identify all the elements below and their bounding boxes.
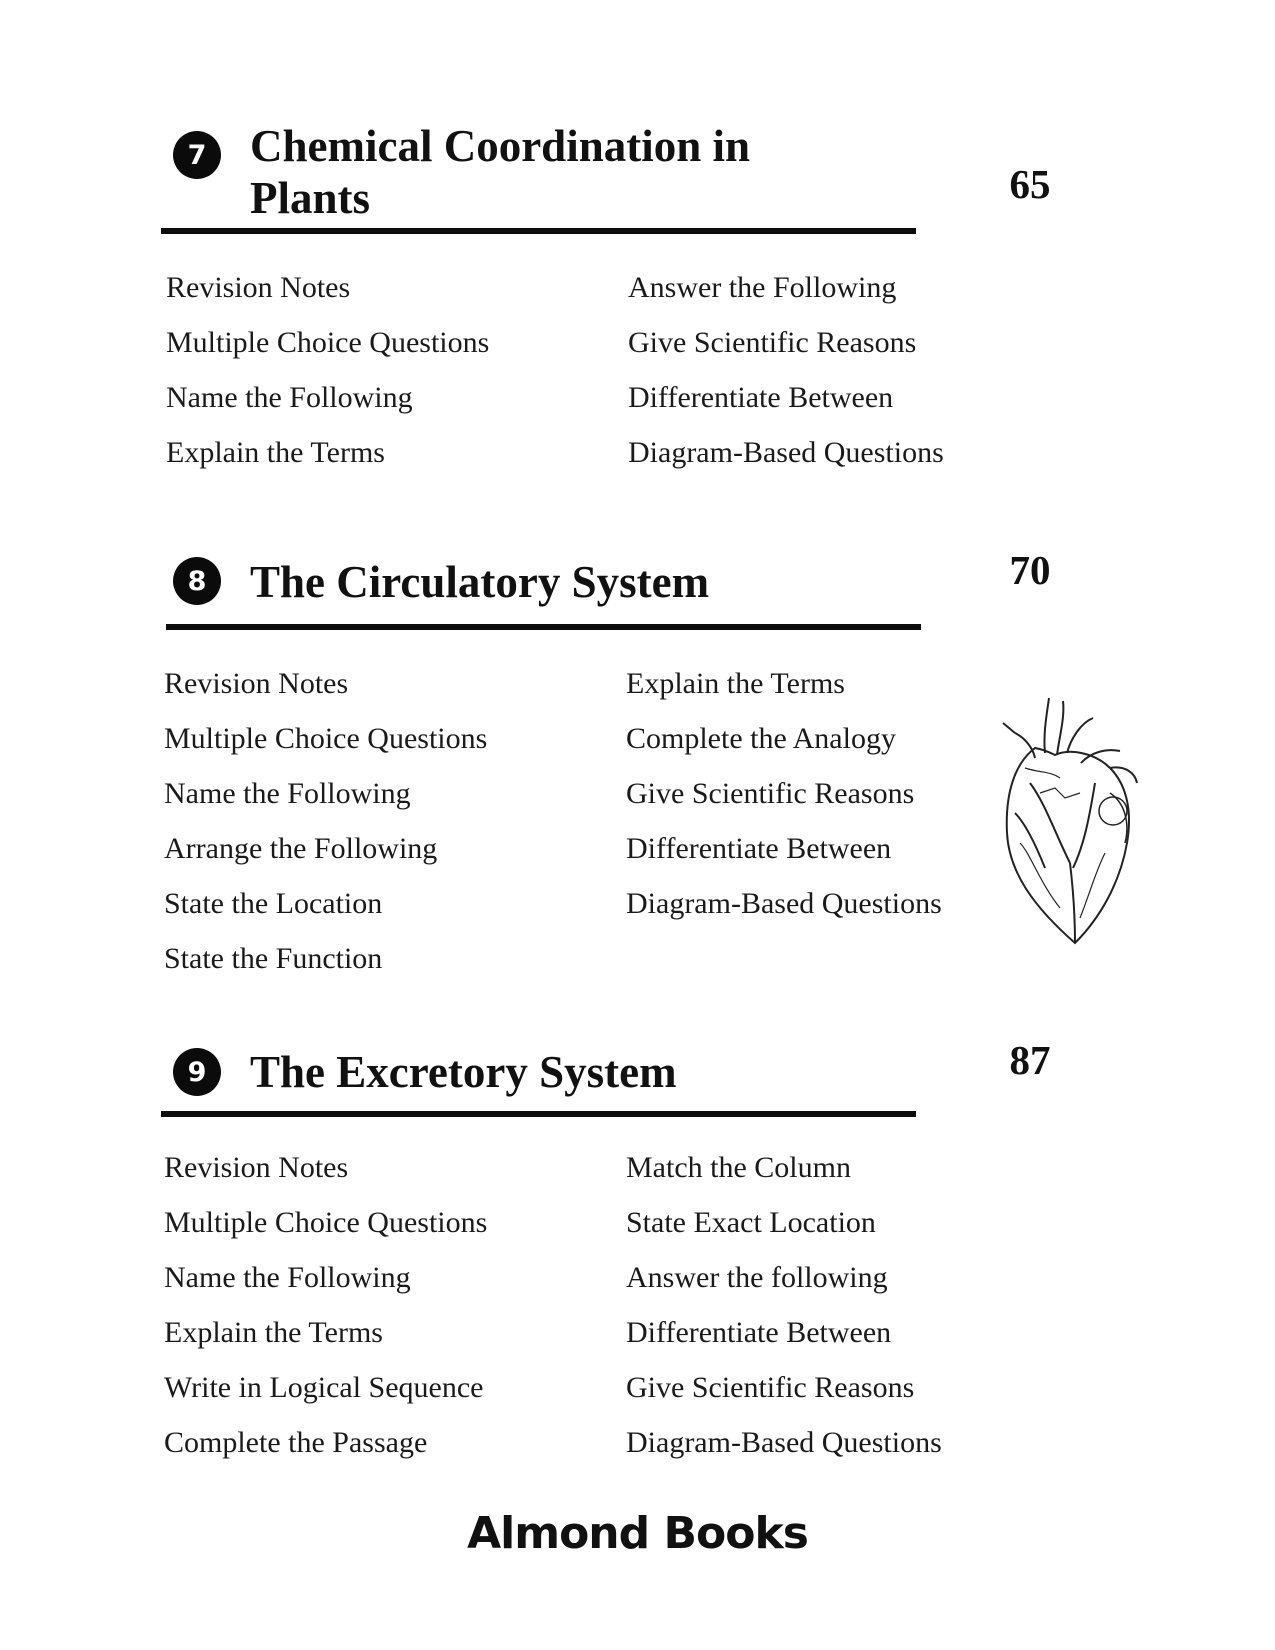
topic-item[interactable]: Revision Notes — [164, 1151, 349, 1184]
topic-item[interactable]: Match the Column — [626, 1151, 851, 1184]
topic-list-right — [628, 260, 944, 480]
topic-item[interactable]: Diagram-Based Questions — [626, 887, 942, 920]
topic-list-left — [164, 656, 487, 986]
topic-item[interactable]: Differentiate Between — [628, 381, 894, 414]
chapter-page-number[interactable]: 70 — [1009, 547, 1051, 593]
chapter-title[interactable]: The Excretory System — [250, 1047, 677, 1097]
topic-item[interactable]: Revision Notes — [164, 667, 349, 700]
topic-item[interactable]: Answer the Following — [628, 271, 897, 304]
topic-item[interactable]: State Exact Location — [626, 1206, 876, 1239]
topic-list-left — [164, 1140, 487, 1470]
topic-item[interactable]: Explain the Terms — [166, 436, 385, 469]
chapter-divider — [161, 228, 916, 234]
topic-item[interactable]: Complete the Analogy — [626, 722, 896, 755]
chapter-page-number[interactable]: 65 — [1009, 161, 1051, 207]
topic-item[interactable]: Name the Following — [164, 1261, 411, 1294]
topic-item[interactable]: Differentiate Between — [626, 1316, 892, 1349]
chapter-title[interactable]: Chemical Coordination in Plants — [250, 121, 751, 223]
topic-item[interactable]: Diagram-Based Questions — [628, 436, 944, 469]
topic-list-right — [626, 1140, 942, 1470]
topic-item[interactable]: Write in Logical Sequence — [164, 1371, 484, 1404]
topic-item[interactable]: Arrange the Following — [164, 832, 438, 865]
topic-item[interactable]: Differentiate Between — [626, 832, 892, 865]
topic-list-left — [166, 260, 489, 480]
chapter-divider — [166, 624, 921, 630]
topic-item[interactable]: Name the Following — [164, 777, 411, 810]
topic-item[interactable]: Explain the Terms — [626, 667, 845, 700]
topic-item[interactable]: Give Scientific Reasons — [628, 326, 917, 359]
topic-item[interactable]: Name the Following — [166, 381, 413, 414]
topic-list-right — [626, 656, 942, 931]
topic-item[interactable]: Complete the Passage — [164, 1426, 428, 1459]
topic-item[interactable]: Multiple Choice Questions — [166, 326, 490, 359]
topic-item[interactable]: Revision Notes — [166, 271, 351, 304]
chapter-number-badge: 9 — [173, 1048, 221, 1096]
topic-item[interactable]: Explain the Terms — [164, 1316, 383, 1349]
topic-item[interactable]: Give Scientific Reasons — [626, 1371, 915, 1404]
topic-item[interactable]: Multiple Choice Questions — [164, 722, 488, 755]
topic-item[interactable]: State the Function — [164, 942, 383, 975]
heart-illustration-icon — [985, 693, 1145, 953]
chapter-title[interactable]: The Circulatory System — [250, 557, 710, 607]
topic-item[interactable]: Multiple Choice Questions — [164, 1206, 488, 1239]
chapter-page-number[interactable]: 87 — [1009, 1037, 1051, 1083]
topic-item[interactable]: Answer the following — [626, 1261, 888, 1294]
topic-item[interactable]: State the Location — [164, 887, 383, 920]
chapter-divider — [161, 1111, 916, 1117]
almond-books-logo: Almond Books — [467, 1508, 808, 1559]
chapter-number-badge: 7 — [173, 131, 221, 179]
topic-item[interactable]: Diagram-Based Questions — [626, 1426, 942, 1459]
chapter-number-badge: 8 — [173, 557, 221, 605]
topic-item[interactable]: Give Scientific Reasons — [626, 777, 915, 810]
